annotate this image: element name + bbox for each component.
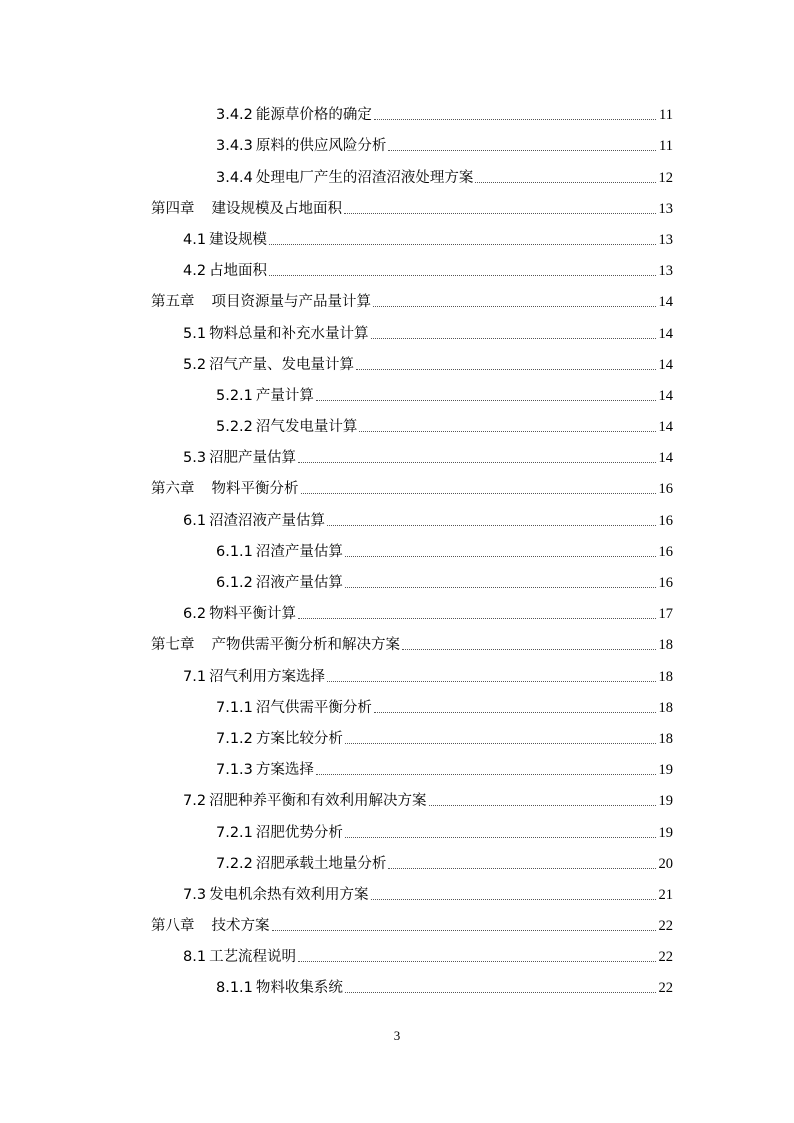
toc-entry-page: 22 [658,918,673,935]
toc-entry-page: 18 [658,668,673,685]
toc-entry-number: 第五章 [151,294,195,311]
toc-entry-page: 18 [658,637,673,654]
toc-entry-page: 22 [658,980,673,997]
toc-entry-page: 14 [658,450,673,467]
toc-entry-text: 沼液产量估算 [255,575,343,591]
toc-entry-number: 3.4.4 [216,169,253,186]
toc-dot-leader [402,649,656,650]
toc-entry-page: 19 [658,793,673,810]
toc-entry-7-1-1[interactable] [0,692,794,723]
toc-entry-title [183,231,267,249]
toc-entry-title [216,574,343,592]
toc-entry-number: 3.4.3 [216,138,253,155]
toc-entry-title [183,356,354,374]
toc-entry-number: 5.2 [183,356,207,373]
toc-entry-title [151,200,342,218]
toc-dot-leader [374,712,656,713]
toc-entry-text: 方案比较分析 [255,730,343,747]
toc-entry-text: 占地面积 [209,263,268,280]
toc-entry-page: 14 [658,356,673,373]
toc-dot-leader [316,400,656,401]
toc-entry-title [216,855,386,873]
toc-dot-leader [388,868,655,869]
toc-entry-number: 第八章 [151,918,195,935]
toc-entry-number: 6.2 [183,606,207,623]
table-of-contents [0,99,794,1003]
toc-entry-page: 16 [658,512,673,529]
toc-entry-number: 6.1.1 [216,543,253,560]
toc-entry-page: 13 [658,200,673,217]
toc-dot-leader [388,150,656,151]
toc-entry-7-1[interactable] [0,660,794,691]
toc-dot-leader [344,213,656,214]
toc-entry-page: 19 [658,824,673,841]
toc-entry-chapter-5[interactable] [0,286,794,317]
toc-entry-title [151,293,371,311]
toc-entry-text: 沼肥种养平衡和有效利用解决方案 [209,793,427,810]
toc-entry-text: 建设规模及占地面积 [211,200,342,217]
toc-entry-7-1-3[interactable] [0,754,794,785]
toc-dot-leader [374,119,656,120]
toc-entry-5-3[interactable] [0,442,794,473]
toc-entry-title [151,480,299,498]
toc-entry-6-1-1[interactable] [0,536,794,567]
toc-entry-text: 沼气利用方案选择 [209,668,326,685]
toc-entry-chapter-4[interactable] [0,193,794,224]
toc-entry-number: 第四章 [151,200,195,217]
toc-entry-title [183,605,296,623]
toc-entry-number: 第六章 [151,481,195,498]
toc-entry-text: 沼气产量、发电量计算 [209,356,355,373]
toc-dot-leader [345,587,656,588]
toc-entry-page: 14 [658,325,673,342]
toc-entry-text: 物料平衡分析 [211,481,299,498]
toc-entry-text: 物料收集系统 [255,980,343,997]
toc-entry-8-1[interactable] [0,941,794,972]
toc-entry-page: 21 [658,886,673,903]
toc-dot-leader [301,493,656,494]
toc-entry-title [183,512,325,530]
toc-dot-leader [327,525,655,526]
toc-entry-number: 8.1.1 [216,980,253,997]
toc-entry-page: 22 [658,949,673,966]
toc-dot-leader [345,992,656,993]
toc-entry-page: 11 [659,138,673,155]
toc-dot-leader [316,774,656,775]
toc-entry-title [183,948,296,966]
toc-dot-leader [269,244,655,245]
toc-entry-number: 8.1 [183,949,207,966]
toc-entry-page: 16 [658,481,673,498]
toc-entry-page: 19 [658,762,673,779]
toc-entry-page: 16 [658,543,673,560]
toc-entry-page: 20 [658,855,673,872]
toc-entry-text: 技术方案 [211,918,270,935]
toc-entry-number: 5.2.2 [216,419,253,436]
toc-dot-leader [298,618,655,619]
toc-entry-title [216,730,343,748]
toc-entry-text: 项目资源量与产品量计算 [211,294,371,311]
toc-entry-5-2-1[interactable] [0,380,794,411]
toc-entry-number: 4.2 [183,263,207,280]
toc-entry-number: 7.1.1 [216,699,253,716]
toc-entry-number: 第七章 [151,637,195,654]
toc-entry-title [183,325,369,343]
toc-entry-chapter-6[interactable] [0,473,794,504]
toc-entry-6-1-2[interactable] [0,567,794,598]
toc-entry-page: 14 [658,419,673,436]
toc-entry-title [216,106,372,124]
toc-entry-title [216,761,314,779]
toc-entry-7-3[interactable] [0,879,794,910]
toc-dot-leader [359,431,655,432]
toc-entry-text: 建设规模 [209,231,268,248]
toc-entry-number: 7.2.1 [216,824,253,841]
toc-dot-leader [269,275,655,276]
toc-entry-page: 14 [658,294,673,311]
toc-entry-chapter-7[interactable] [0,629,794,660]
toc-entry-page: 17 [658,606,673,623]
toc-entry-7-2[interactable] [0,785,794,816]
toc-entry-number: 3.4.2 [216,107,253,124]
toc-entry-text: 工艺流程说明 [209,949,297,966]
toc-entry-5-1[interactable] [0,317,794,348]
toc-entry-4-1[interactable] [0,224,794,255]
toc-entry-number: 7.1 [183,668,207,685]
toc-entry-page: 18 [658,699,673,716]
toc-entry-title [216,979,343,997]
toc-entry-title [216,387,314,405]
toc-entry-text: 沼渣产量估算 [255,543,343,560]
toc-entry-page: 14 [658,387,673,404]
toc-entry-title [216,169,473,187]
toc-dot-leader [475,182,655,183]
toc-entry-3-4-4[interactable] [0,161,794,192]
toc-entry-5-2[interactable] [0,349,794,380]
toc-dot-leader [272,930,656,931]
toc-entry-title [183,262,267,280]
toc-entry-number: 7.1.2 [216,730,253,747]
toc-entry-7-1-2[interactable] [0,723,794,754]
toc-dot-leader [345,837,656,838]
toc-entry-number: 5.1 [183,325,207,342]
toc-entry-7-2-1[interactable] [0,816,794,847]
toc-entry-page: 12 [658,169,673,186]
toc-entry-page: 11 [659,107,673,124]
toc-entry-5-2-2[interactable] [0,411,794,442]
toc-dot-leader [298,462,655,463]
toc-entry-text: 发电机余热有效利用方案 [209,886,369,903]
toc-entry-number: 6.1 [183,512,207,529]
toc-entry-text: 物料平衡计算 [209,606,297,623]
toc-entry-title [151,917,270,935]
toc-entry-number: 7.2.2 [216,855,253,872]
toc-entry-page: 13 [658,263,673,280]
toc-entry-8-1-1[interactable] [0,972,794,1003]
toc-entry-title [216,824,343,842]
toc-entry-text: 沼气发电量计算 [255,419,358,436]
toc-entry-title [183,668,325,686]
toc-entry-text: 沼肥承载土地量分析 [255,855,387,872]
toc-entry-number: 7.1.3 [216,762,253,779]
toc-entry-text: 产物供需平衡分析和解决方案 [211,637,400,654]
toc-entry-title [183,792,427,810]
toc-entry-text: 沼肥产量估算 [209,450,297,467]
toc-dot-leader [373,306,656,307]
toc-entry-page: 16 [658,575,673,591]
toc-entry-number: 4.1 [183,231,207,248]
toc-entry-number: 6.1.2 [216,575,253,591]
toc-dot-leader [371,338,656,339]
toc-entry-text: 沼肥优势分析 [255,824,343,841]
toc-entry-6-1[interactable] [0,504,794,535]
toc-entry-number: 5.2.1 [216,387,253,404]
toc-entry-title [216,418,357,436]
toc-entry-title [183,886,369,904]
toc-entry-text: 处理电厂产生的沼渣沼液处理方案 [255,169,474,186]
toc-dot-leader [356,369,655,370]
toc-entry-3-4-3[interactable] [0,130,794,161]
toc-dot-leader [298,961,655,962]
toc-dot-leader [345,743,656,744]
toc-entry-text: 方案选择 [255,762,314,779]
toc-entry-chapter-8[interactable] [0,910,794,941]
toc-entry-text: 沼渣沼液产量估算 [209,512,326,529]
toc-entry-title [216,699,372,717]
page-number: 3 [393,1028,401,1043]
toc-entry-title [183,449,296,467]
toc-dot-leader [345,556,656,557]
toc-entry-title [216,137,386,155]
toc-entry-text: 产量计算 [255,387,314,404]
toc-entry-number: 7.2 [183,793,207,810]
toc-dot-leader [327,681,655,682]
toc-entry-number: 5.3 [183,450,207,467]
toc-dot-leader [429,805,656,806]
toc-entry-number: 7.3 [183,886,207,903]
toc-entry-title [151,636,400,654]
toc-entry-text: 物料总量和补充水量计算 [209,325,369,342]
toc-entry-7-2-2[interactable] [0,848,794,879]
toc-entry-page: 18 [658,730,673,747]
toc-entry-text: 沼气供需平衡分析 [255,699,372,716]
toc-entry-4-2[interactable] [0,255,794,286]
toc-entry-text: 能源草价格的确定 [255,107,372,124]
toc-entry-text: 原料的供应风险分析 [255,138,387,155]
toc-entry-3-4-2[interactable] [0,99,794,130]
toc-entry-6-2[interactable] [0,598,794,629]
toc-entry-page: 13 [658,231,673,248]
toc-dot-leader [371,899,656,900]
toc-entry-title [216,543,343,561]
